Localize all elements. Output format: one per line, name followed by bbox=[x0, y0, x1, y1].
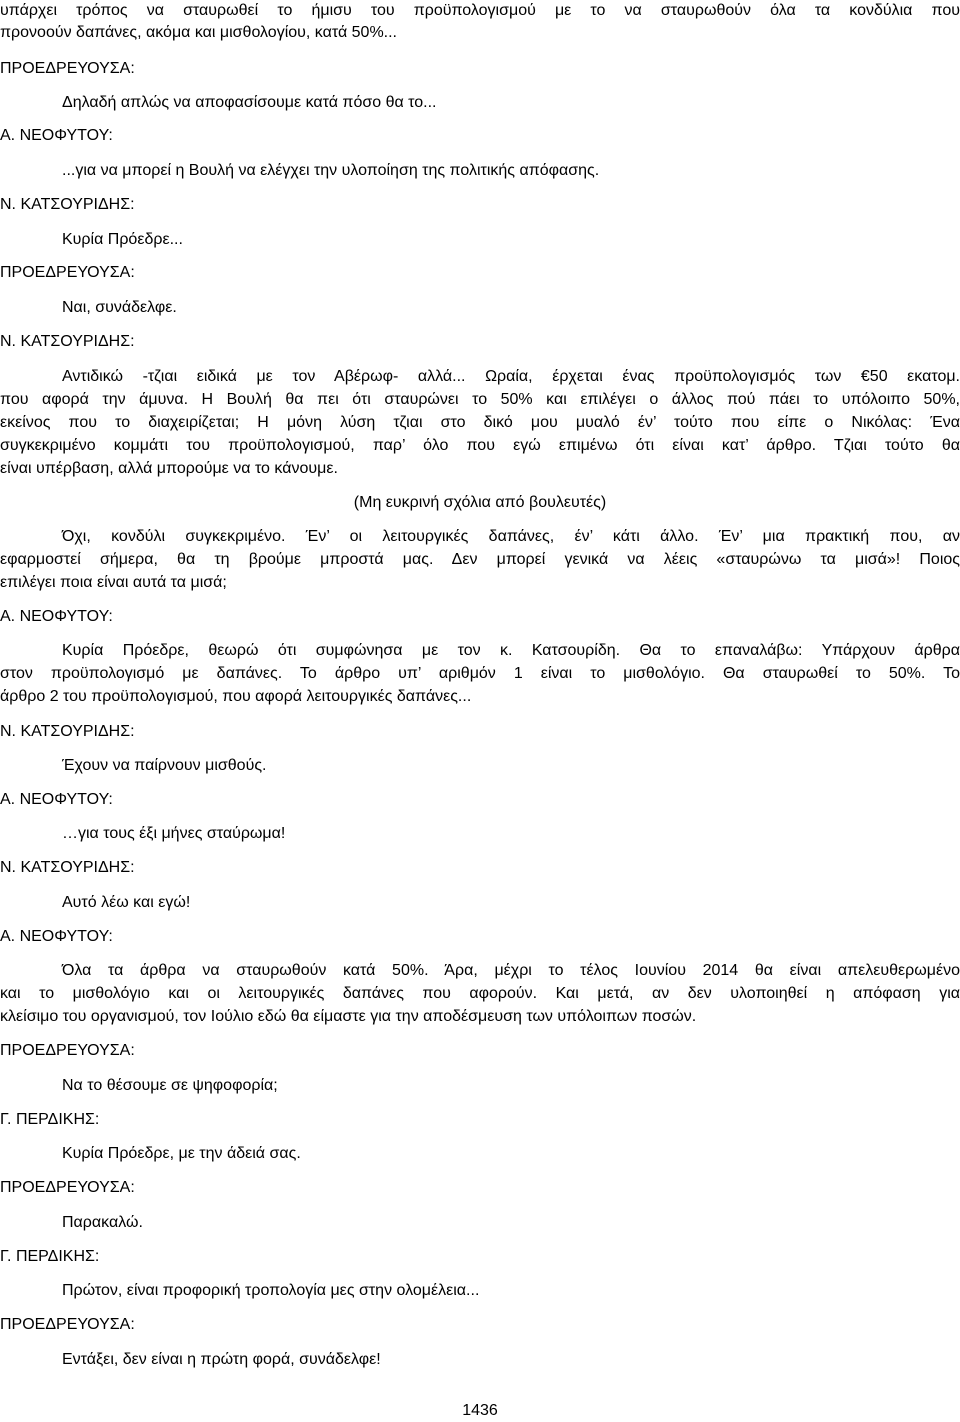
transcript-line: προνοούν δαπάνες, ακόμα και μισθολογίου, κατά 50%... bbox=[0, 24, 397, 41]
page-number: 1436 bbox=[462, 1402, 498, 1419]
speech-line: στον προϋπολογισμό με δαπάνες. Το άρθρο υπ’ αριθμόν 1 είναι το μισθολόγιο. Θα σταυρωθεί το 50%. Το bbox=[0, 665, 960, 682]
speaker-label: Α. ΝΕΟΦΥΤΟΥ: bbox=[0, 791, 113, 808]
speech-line: Αυτό λέω και εγώ! bbox=[62, 894, 191, 911]
speaker-label: Ν. ΚΑΤΣΟΥΡΙΔΗΣ: bbox=[0, 333, 135, 350]
speech-line: συγκεκριμένο κομμάτι του προϋπολογισμού, παρ’ όλο που εγώ επιμένω ότι είναι κατ’ άρθρο. Τζιαι τούτο θα bbox=[0, 437, 960, 454]
speaker-label: Γ. ΠΕΡΔΙΚΗΣ: bbox=[0, 1111, 100, 1128]
speaker-label: Γ. ΠΕΡΔΙΚΗΣ: bbox=[0, 1248, 100, 1265]
speech-line: επιλέγει ποια είναι αυτά τα μισά; bbox=[0, 574, 227, 591]
speaker-label: Α. ΝΕΟΦΥΤΟΥ: bbox=[0, 608, 113, 625]
speech-line: Πρώτον, είναι προφορική τροπολογία μες στην ολομέλεια... bbox=[62, 1282, 480, 1299]
speech-line: Κυρία Πρόεδρε... bbox=[62, 231, 183, 248]
speech-line: ...για να μπορεί η Βουλή να ελέγχει την υλοποίηση της πολιτικής απόφασης. bbox=[62, 162, 600, 179]
speech-line: είναι υπέρβαση, αλλά μπορούμε να το κάνουμε. bbox=[0, 460, 338, 477]
speaker-label: ΠΡΟΕΔΡΕΥΟΥΣΑ: bbox=[0, 264, 135, 281]
speech-line: Όχι, κονδύλι συγκεκριμένο. Έν’ οι λειτουργικές δαπάνες, έν’ κάτι άλλο. Έν’ μια πρακτική που, αν bbox=[62, 528, 960, 545]
speech-line: κλείσιμο του οργανισμού, τον Ιούλιο εδώ θα είμαστε για την αποδέσμευση των υπόλοιπων ποσών. bbox=[0, 1008, 697, 1025]
speech-line: Να το θέσουμε σε ψηφοφορία; bbox=[62, 1077, 278, 1094]
speaker-label: Ν. ΚΑΤΣΟΥΡΙΔΗΣ: bbox=[0, 196, 135, 213]
speaker-label: ΠΡΟΕΔΡΕΥΟΥΣΑ: bbox=[0, 1042, 135, 1059]
speech-line: Όλα τα άρθρα να σταυρωθούν κατά 50%. Άρα, μέχρι το τέλος Ιουνίου 2014 θα είναι απελευθερωμένο bbox=[62, 962, 960, 979]
speech-line: Κυρία Πρόεδρε, με την άδειά σας. bbox=[62, 1145, 301, 1162]
speech-line: Δηλαδή απλώς να αποφασίσουμε κατά πόσο θα το... bbox=[62, 94, 437, 111]
speech-line: και το μισθολόγιο και οι λειτουργικές δαπάνες που αφορούν. Και μετά, αν δεν υλοποιηθεί η απόφαση για bbox=[0, 985, 960, 1002]
speech-line: Παρακαλώ. bbox=[62, 1214, 143, 1231]
speaker-label: Ν. ΚΑΤΣΟΥΡΙΔΗΣ: bbox=[0, 859, 135, 876]
stage-note: (Μη ευκρινή σχόλια από βουλευτές) bbox=[353, 494, 607, 511]
speech-line: εφαρμοστεί σήμερα, θα τη βρούμε μπροστά μας. Δεν μπορεί γενικά να λέεις «σταυρώνω τα μισά»! Ποιος bbox=[0, 551, 960, 568]
speaker-label: Ν. ΚΑΤΣΟΥΡΙΔΗΣ: bbox=[0, 723, 135, 740]
speech-line: άρθρο 2 του προϋπολογισμού, που αφορά λειτουργικές δαπάνες... bbox=[0, 688, 472, 705]
speaker-label: ΠΡΟΕΔΡΕΥΟΥΣΑ: bbox=[0, 1316, 135, 1333]
speaker-label: Α. ΝΕΟΦΥΤΟΥ: bbox=[0, 928, 113, 945]
speaker-label: Α. ΝΕΟΦΥΤΟΥ: bbox=[0, 127, 113, 144]
speech-line: …για τους έξι μήνες σταύρωμα! bbox=[62, 825, 286, 842]
speech-line: εκείνος που το διαχειρίζεται; Η μόνη λύση τζιαι στο δικό μου μυαλό έν’ τούτο που είπε ο Νικόλας: Ένα bbox=[0, 414, 960, 431]
speaker-label: ΠΡΟΕΔΡΕΥΟΥΣΑ: bbox=[0, 1179, 135, 1196]
speaker-label: ΠΡΟΕΔΡΕΥΟΥΣΑ: bbox=[0, 60, 135, 77]
speech-line: Εντάξει, δεν είναι η πρώτη φορά, συνάδελφε! bbox=[62, 1351, 381, 1368]
speech-line: Έχουν να παίρνουν μισθούς. bbox=[62, 757, 267, 774]
transcript-line: υπάρχει τρόπος να σταυρωθεί το ήμισυ του προϋπολογισμού με το να σταυρωθούν όλα τα κονδύλια που bbox=[0, 2, 960, 19]
speech-line: Αντιδικώ -τζιαι ειδικά με τον Αβέρωφ- αλλά... Ωραία, έρχεται ένας προϋπολογισμός των €50 εκατομ. bbox=[62, 368, 960, 385]
speech-line: Ναι, συνάδελφε. bbox=[62, 299, 177, 316]
speech-line: Κυρία Πρόεδρε, θεωρώ ότι συμφώνησα με τον κ. Κατσουρίδη. Θα το επαναλάβω: Υπάρχουν άρθρα bbox=[62, 642, 960, 659]
speech-line: που αφορά την άμυνα. Η Βουλή θα πει ότι σταυρώνει το 50% και επιλέγει ο άλλος πού πάει το υπόλοιπο 50%, bbox=[0, 391, 960, 408]
